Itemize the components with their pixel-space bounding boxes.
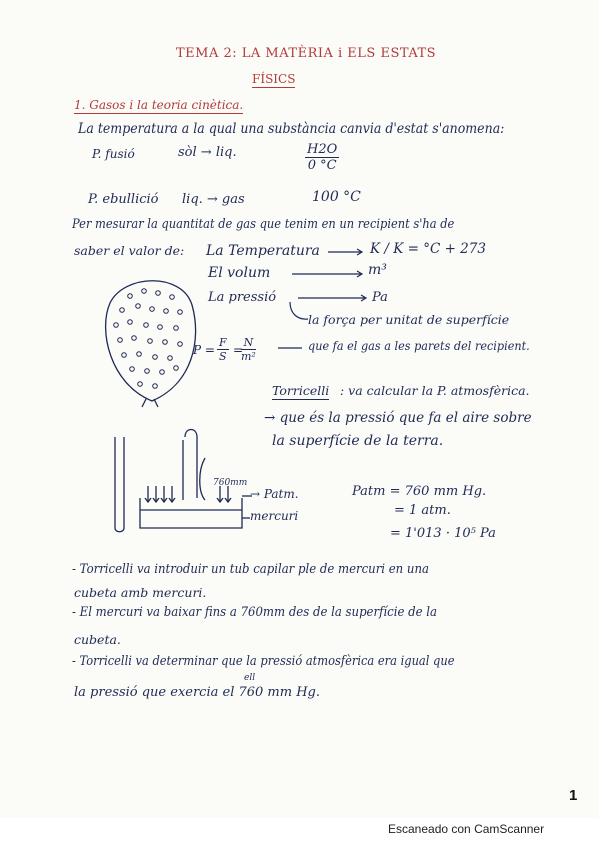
torricelli-heading-rest: : va calcular la P. atmosfèrica. <box>340 383 530 398</box>
intro-text: La temperatura a la qual una substància canvia d'estat s'anomena: <box>78 121 505 137</box>
page-title: TEMA 2: LA MATÈRIA i ELS ESTATS <box>176 46 437 61</box>
note-line-3: - El mercuri va baixar fins a 760mm des de la superfície de la <box>72 605 437 620</box>
pressure-definition: la força per unitat de superfície <box>308 312 510 327</box>
fusion-label: P. fusió <box>92 147 135 161</box>
boiling-change: liq. → gas <box>182 192 245 207</box>
pressure-formula-tail: que fa el gas a les parets del recipient. <box>308 338 530 353</box>
equals-sign: = <box>233 343 244 357</box>
torricelli-heading: Torricelli <box>272 383 330 398</box>
temperature-label: La Temperatura <box>206 243 320 259</box>
fusion-change: sòl → liq. <box>178 145 237 160</box>
pressure-p: P <box>193 343 202 357</box>
boiling-temperature: 100 °C <box>312 189 361 205</box>
note-line-5: - Torricelli va determinar que la pressió atmosfèrica era igual que <box>72 654 455 669</box>
pressure-label: La pressió <box>208 290 277 305</box>
note-line-4: cubeta. <box>74 632 121 647</box>
boiling-label: P. ebullició <box>88 192 159 207</box>
torricelli-equation-1: Patm = 760 mm Hg. <box>352 484 487 499</box>
square-meter-symbol: m² <box>241 350 256 363</box>
measure-line-2: saber el valor de: <box>74 243 185 258</box>
fusion-substance: H2O <box>307 142 338 157</box>
diagram-patm-label: → Patm. <box>250 487 299 501</box>
scanner-footer: Escaneado con CamScanner <box>388 822 545 836</box>
pressure-symbol: P = <box>193 343 215 357</box>
volume-label: El volum <box>208 265 271 281</box>
note-line-1: - Torricelli va introduir un tub capilar ple de mercuri en una <box>72 562 429 577</box>
measure-line-1: Per mesurar la quantitat de gas que tenim en un recipient s'ha de <box>72 217 455 232</box>
torricelli-equation-2: = 1 atm. <box>394 503 451 518</box>
note-line-2: cubeta amb mercuri. <box>74 585 207 600</box>
gas-particles <box>114 289 183 389</box>
connector-lines <box>278 249 366 348</box>
volume-unit: m³ <box>368 262 387 278</box>
pressure-unit: Pa <box>372 290 388 305</box>
page-number: 1 <box>569 787 578 804</box>
note-line-6: la pressió que exercia el 760 mm Hg. <box>74 685 321 700</box>
torricelli-apparatus <box>115 430 252 532</box>
newton-symbol: N <box>241 336 256 350</box>
force-symbol: F <box>219 336 227 349</box>
torricelli-equation-3: = 1'013 · 10⁵ Pa <box>390 526 496 541</box>
temperature-formula: K / K = °C + 273 <box>370 241 486 257</box>
page-subtitle: FÍSICS <box>252 72 296 86</box>
diagram-height-label: 760mm <box>213 478 248 488</box>
area-symbol: S <box>219 350 227 363</box>
note-aside: ell <box>244 673 256 683</box>
atm-definition-2: la superfície de la terra. <box>272 433 444 449</box>
fusion-temperature: 0 °C <box>307 158 337 173</box>
section-heading: 1. Gasos i la teoria cinètica. <box>74 98 244 112</box>
diagram-mercury-label: mercuri <box>250 509 299 523</box>
atm-definition-1: → que és la pressió que fa el aire sobre <box>264 410 532 426</box>
